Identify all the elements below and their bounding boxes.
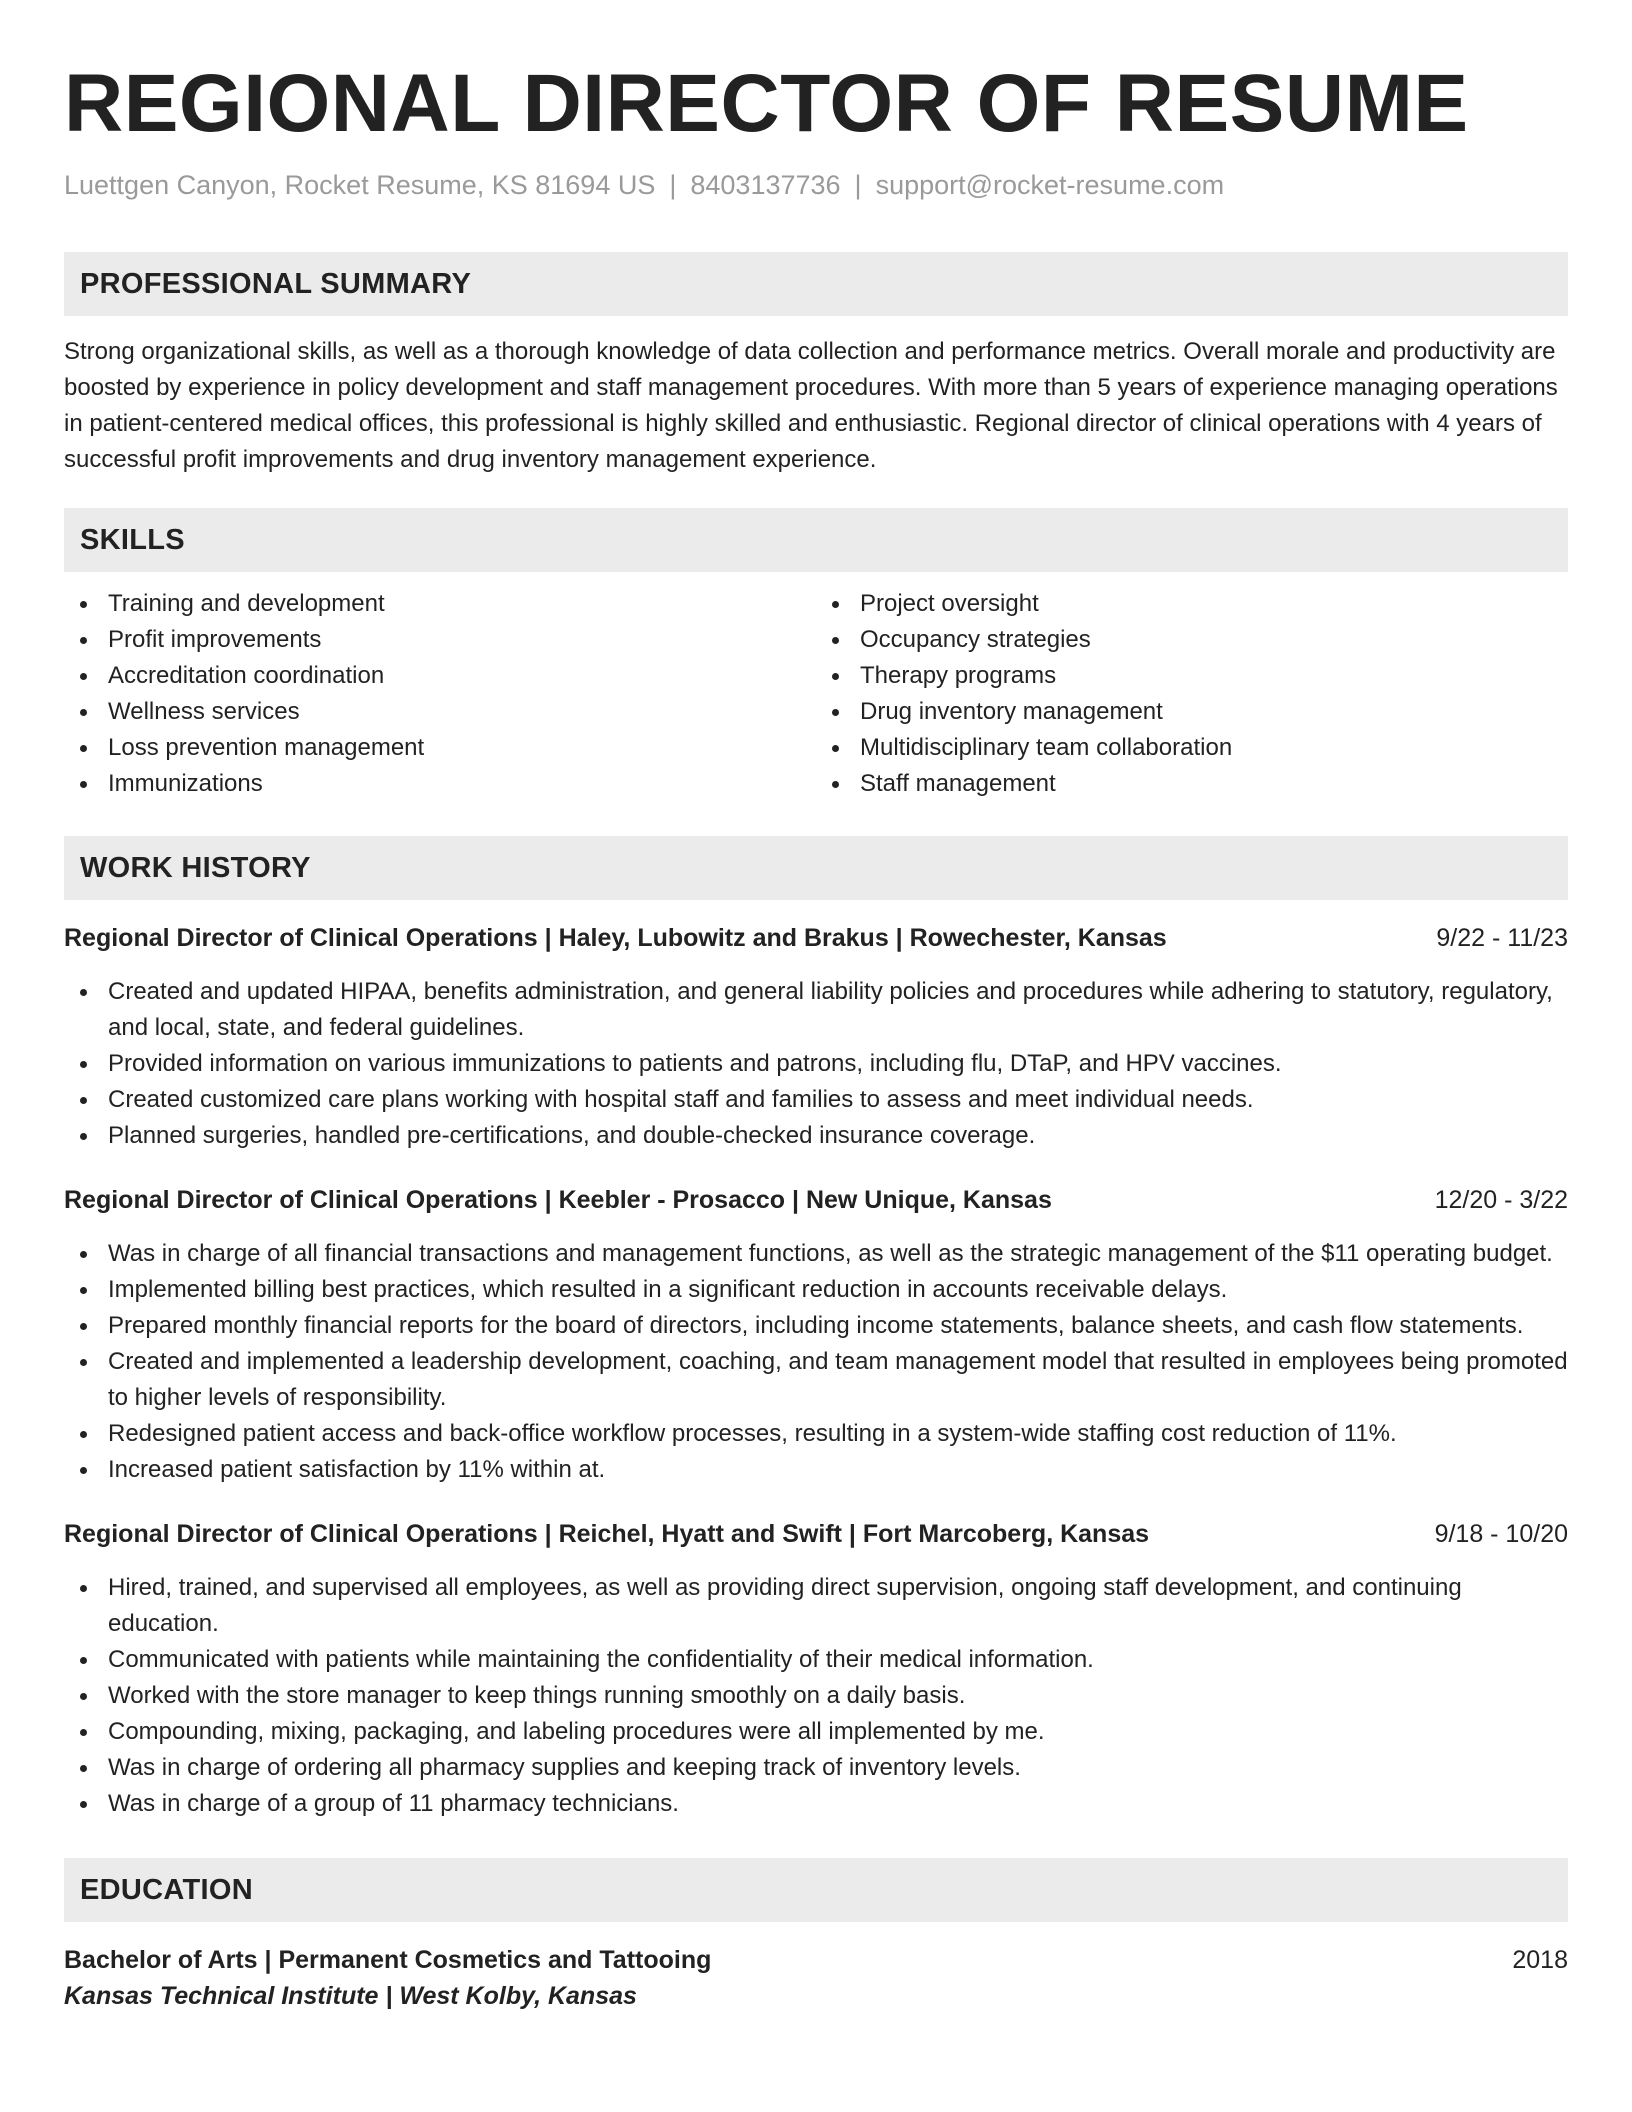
skill-item: Drug inventory management [816, 694, 1568, 730]
job-bullet: Redesigned patient access and back-office workflow processes, resulting in a system-wide staffing cost reduction of 11%. [64, 1416, 1568, 1452]
contact-separator: | [669, 170, 677, 200]
resume-name: REGIONAL DIRECTOR OF RESUME [64, 58, 1469, 149]
contact-line [64, 168, 1568, 202]
contact-separator: | [854, 170, 862, 200]
job-bullets [64, 1236, 1568, 1488]
job-title: Regional Director of Clinical Operations | Reichel, Hyatt and Swift | Fort Marcoberg, Kansas [64, 1520, 1150, 1548]
education-degree: Bachelor of Arts | Permanent Cosmetics and Tattooing [64, 1946, 712, 1974]
education-entry [64, 1942, 1568, 2014]
skill-item: Wellness services [64, 694, 816, 730]
job-bullet: Was in charge of all financial transactions and management functions, as well as the strategic management of the $11 operating budget. [64, 1236, 1568, 1272]
section-header-skills: SKILLS [64, 508, 1568, 572]
job-bullets [64, 974, 1568, 1154]
section-header-work-history: WORK HISTORY [64, 836, 1568, 900]
job-title: Regional Director of Clinical Operations | Keebler - Prosacco | New Unique, Kansas [64, 1186, 1052, 1214]
job-bullet: Created customized care plans working with hospital staff and families to assess and meet individual needs. [64, 1082, 1568, 1118]
job-bullet: Was in charge of a group of 11 pharmacy technicians. [64, 1786, 1568, 1822]
skill-item: Project oversight [816, 586, 1568, 622]
job-entry [64, 920, 1568, 1154]
job-bullet: Implemented billing best practices, which resulted in a significant reduction in accounts receivable delays. [64, 1272, 1568, 1308]
summary-text: Strong organizational skills, as well as a thorough knowledge of data collection and performance metrics. Overall morale and productivity are boosted by experience in policy development and staff management procedures. With more than 5 years of experience managing operations in patient-centered medical offices, this professional is highly skilled and enthusiastic. Regional director of clinical operations with 4 years of successful profit improvements and drug inventory management experience. [64, 338, 1558, 473]
skill-item: Staff management [816, 766, 1568, 802]
section-header-summary: PROFESSIONAL SUMMARY [64, 252, 1568, 316]
contact-phone: 8403137736 [690, 170, 841, 200]
job-dates: 9/18 - 10/20 [1434, 1520, 1568, 1548]
job-bullet: Was in charge of ordering all pharmacy supplies and keeping track of inventory levels. [64, 1750, 1568, 1786]
job-entry [64, 1182, 1568, 1488]
job-bullet: Provided information on various immunizations to patients and patrons, including flu, DTaP, and HPV vaccines. [64, 1046, 1568, 1082]
skills-column-right [816, 586, 1568, 802]
job-dates: 9/22 - 11/23 [1436, 924, 1568, 952]
job-entry [64, 1516, 1568, 1822]
skills-grid [64, 586, 1568, 802]
job-bullet: Created and updated HIPAA, benefits administration, and general liability policies and procedures while adhering to statutory, regulatory, and local, state, and federal guidelines. [64, 974, 1568, 1046]
skill-item: Loss prevention management [64, 730, 816, 766]
job-bullet: Worked with the store manager to keep things running smoothly on a daily basis. [64, 1678, 1568, 1714]
skill-item: Training and development [64, 586, 816, 622]
job-title: Regional Director of Clinical Operations | Haley, Lubowitz and Brakus | Rowechester, Kansas [64, 924, 1167, 952]
skill-item: Multidisciplinary team collaboration [816, 730, 1568, 766]
education-year: 2018 [1512, 1946, 1568, 1974]
job-bullet: Compounding, mixing, packaging, and labeling procedures were all implemented by me. [64, 1714, 1568, 1750]
education-degree-row [64, 1942, 1568, 1978]
job-bullet: Increased patient satisfaction by 11% within at. [64, 1452, 1568, 1488]
job-bullet: Created and implemented a leadership development, coaching, and team management model that resulted in employees being promoted to higher levels of responsibility. [64, 1344, 1568, 1416]
skill-item: Therapy programs [816, 658, 1568, 694]
job-bullet: Prepared monthly financial reports for the board of directors, including income statements, balance sheets, and cash flow statements. [64, 1308, 1568, 1344]
job-title-row [64, 920, 1568, 956]
skills-column-left [64, 586, 816, 802]
contact-address: Luettgen Canyon, Rocket Resume, KS 81694 US [64, 170, 656, 200]
education-school: Kansas Technical Institute | West Kolby, Kansas [64, 1982, 637, 2010]
job-bullet: Communicated with patients while maintaining the confidentiality of their medical information. [64, 1642, 1568, 1678]
job-title-row [64, 1516, 1568, 1552]
job-bullet: Hired, trained, and supervised all employees, as well as providing direct supervision, ongoing staff development, and continuing education. [64, 1570, 1568, 1642]
skill-item: Immunizations [64, 766, 816, 802]
job-bullet: Planned surgeries, handled pre-certifications, and double-checked insurance coverage. [64, 1118, 1568, 1154]
skill-item: Occupancy strategies [816, 622, 1568, 658]
skill-item: Accreditation coordination [64, 658, 816, 694]
section-header-education: EDUCATION [64, 1858, 1568, 1922]
job-title-row [64, 1182, 1568, 1218]
contact-email: support@rocket-resume.com [875, 170, 1225, 200]
skill-item: Profit improvements [64, 622, 816, 658]
job-dates: 12/20 - 3/22 [1434, 1186, 1568, 1214]
job-bullets [64, 1570, 1568, 1822]
